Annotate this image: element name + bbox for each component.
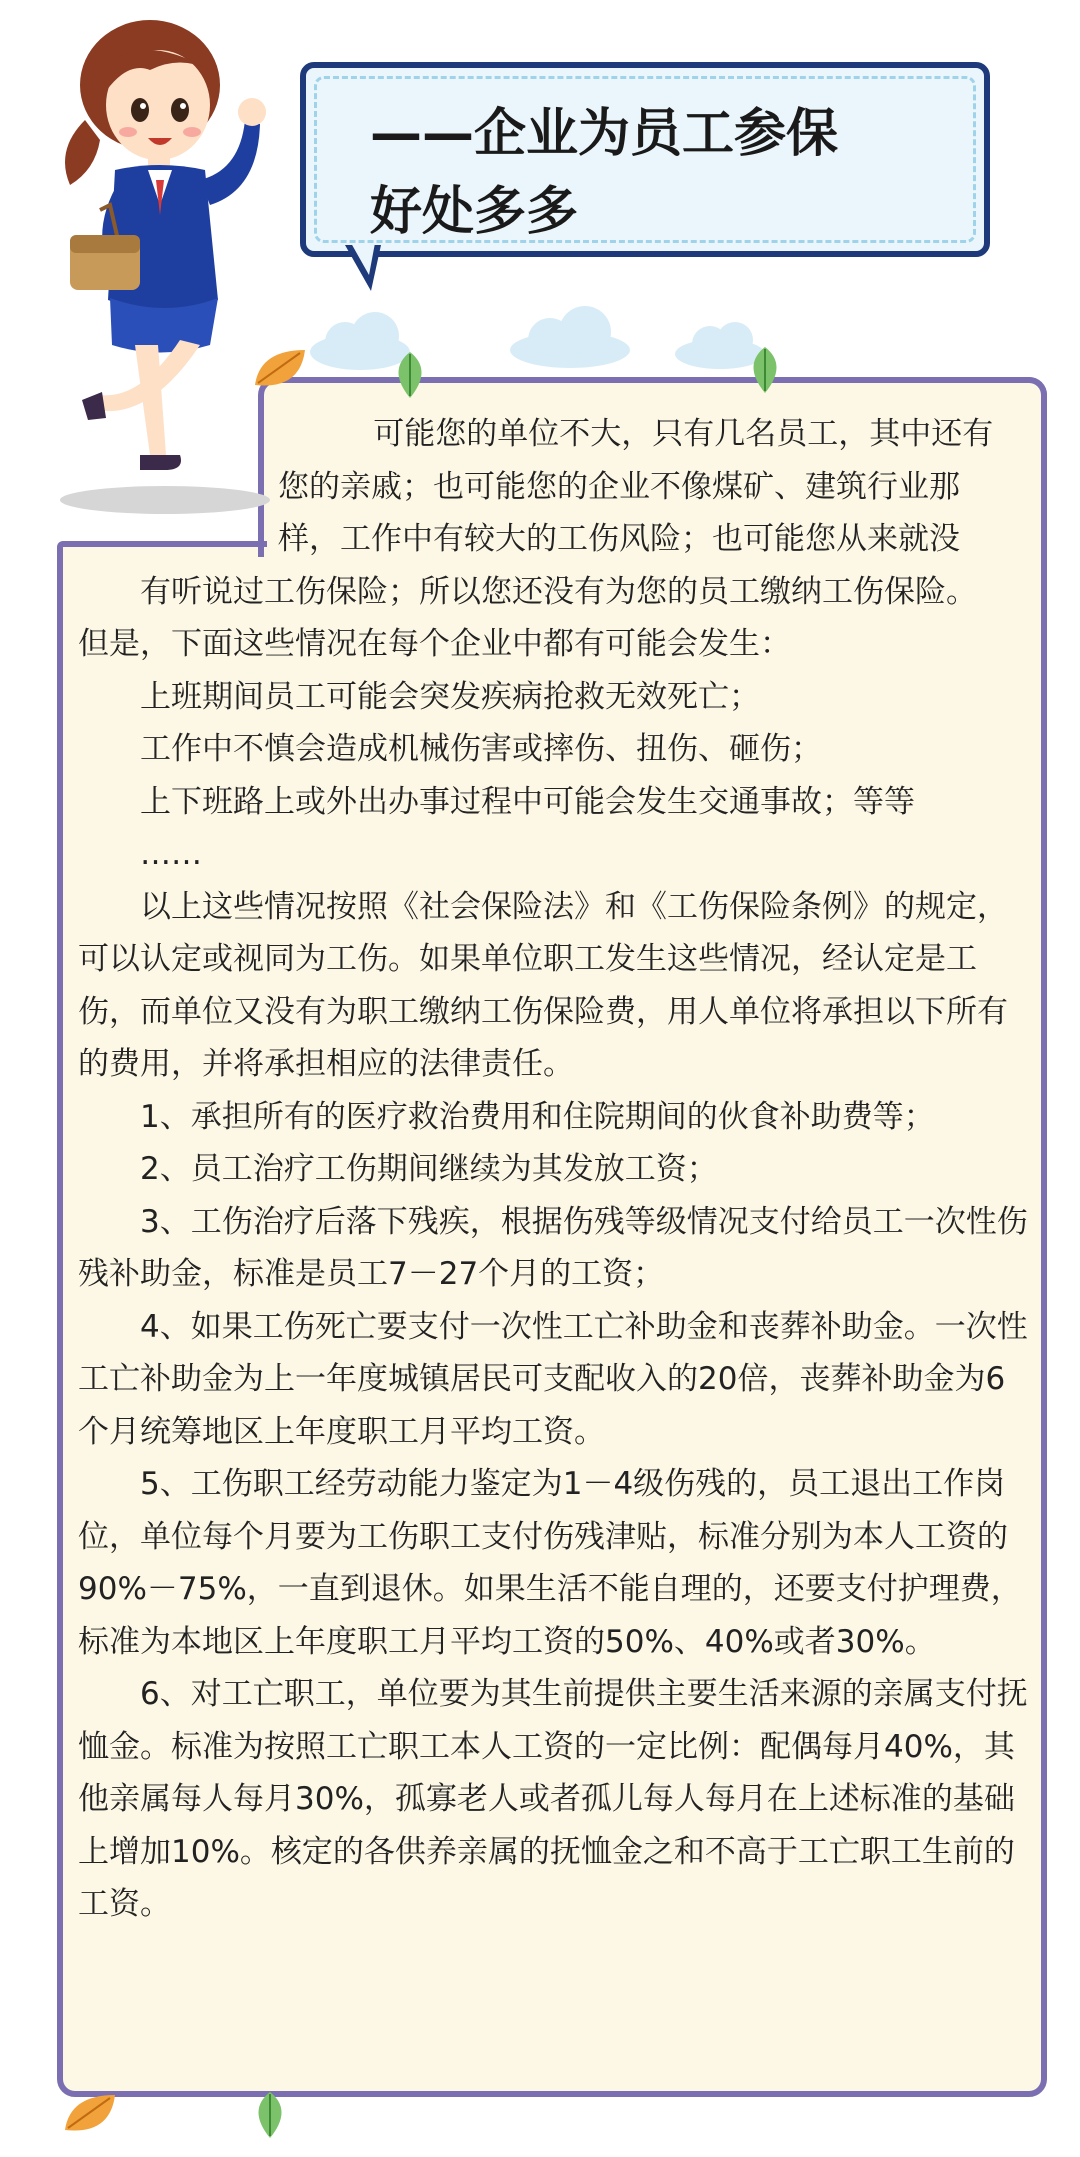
cost-item-5: 5、工伤职工经劳动能力鉴定为1－4级伤残的，员工退出工作岗位，单位每个月要为工伤职工支付伤残津贴，标准分别为本人工资的90%－75%，一直到退休。如果生活不能自理的，还要支付护理费，标准为本地区上年度职工月平均工资的50%、40%或者30%。 xyxy=(78,1466,1022,1660)
paragraph-intro-line-3: 样，工作中有较大的工伤风险；也可能您从来就没 xyxy=(278,521,960,557)
cost-item-2: 2、员工治疗工伤期间继续为其发放工资； xyxy=(140,1151,718,1187)
scenario-3: 上下班路上或外出办事过程中可能会发生交通事故；等等 xyxy=(140,783,915,820)
leaf-icon xyxy=(60,2090,120,2140)
paragraph-intro-line-1: 可能您的单位不大，只有几名员工，其中还有 xyxy=(373,416,994,452)
cost-item-6: 6、对工亡职工，单位要为其生前提供主要生活来源的亲属支付抚恤金。标准为按照工亡职工本人工资的一定比例：配偶每月40%，其他亲属每人每月30%，孤寡老人或者孤儿每人每月在上述标准的基础上增加10%。核定的各供养亲属的抚恤金之和不高于工亡职工生前的工资。 xyxy=(78,1676,1028,1922)
leaf-icon xyxy=(245,2090,295,2140)
cloud-icon xyxy=(300,300,780,380)
leaf-icon xyxy=(740,345,790,395)
page-title xyxy=(370,95,970,251)
scenario-ellipsis: …… xyxy=(140,836,202,872)
title-line-1: ——企业为员工参保 xyxy=(370,104,839,164)
article-body xyxy=(78,408,1030,1931)
scenario-1: 上班期间员工可能会突发疾病抢救无效死亡； xyxy=(140,678,760,715)
leaf-icon xyxy=(385,350,435,400)
cost-item-3: 3、工伤治疗后落下残疾，根据伤残等级情况支付给员工一次性伤残补助金，标准是员工7－27个月的工资； xyxy=(78,1203,1028,1292)
scenario-2: 工作中不慎会造成机械伤害或摔伤、扭伤、砸伤； xyxy=(140,731,822,767)
cost-item-4: 4、如果工伤死亡要支付一次性工亡补助金和丧葬补助金。一次性工亡补助金为上一年度城镇居民可支配收入的20倍，丧葬补助金为6个月统筹地区上年度职工月平均工资。 xyxy=(78,1308,1028,1450)
cost-item-1: 1、承担所有的医疗救治费用和住院期间的伙食补助费等； xyxy=(140,1098,935,1135)
title-line-2: 好处多多 xyxy=(370,182,579,242)
paragraph-intro-line-4: 有听说过工伤保险；所以您还没有为您的员工缴纳工伤保险。 xyxy=(140,573,977,610)
paragraph-intro-line-5: 但是，下面这些情况在每个企业中都有可能会发生： xyxy=(78,626,791,662)
paragraph-intro-line-2: 您的亲戚；也可能您的企业不像煤矿、建筑行业那 xyxy=(278,468,960,505)
paragraph-law: 以上这些情况按照《社会保险法》和《工伤保险条例》的规定，可以认定或视同为工伤。如果单位职工发生这些情况，经认定是工伤，而单位又没有为职工缴纳工伤保险费，用人单位将承担以下所有的费用，并将承担相应的法律责任。 xyxy=(78,888,1008,1082)
